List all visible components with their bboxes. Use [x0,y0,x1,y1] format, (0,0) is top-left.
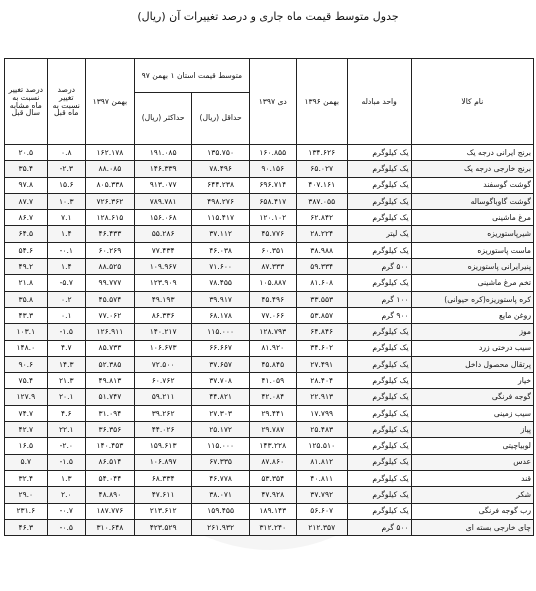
cell-dey97: ۴۵.۸۴۵ [249,356,296,372]
cell-min: ۳۸.۰۷۱ [192,487,249,503]
cell-bahman96: ۸۱.۸۱۲ [296,454,347,470]
table-row [5,389,534,405]
cell-min: ۳۹.۹۱۷ [192,291,249,307]
cell-max: ۸۶.۳۳۶ [134,307,191,323]
cell-dey97: ۴۵.۷۷۶ [249,226,296,242]
cell-bahman97: ۳۶.۳۵۶ [85,422,134,438]
cell-min: ۳۷.۱۱۲ [192,226,249,242]
cell-dey97: ۲۹.۷۸۷ [249,422,296,438]
cell-unit: یک کیلوگرم [347,275,411,291]
header-group: متوسط قیمت استان ۱ بهمن ۹۷ [134,59,249,93]
cell-bahman97: ۴۵.۵۷۴ [85,291,134,307]
table-row [5,177,534,193]
cell-min: ۴۶.۰۳۸ [192,242,249,258]
table-row [5,519,534,535]
cell-dey97: ۴۷.۹۲۸ [249,487,296,503]
cell-max: ۵۹.۲۱۱ [134,389,191,405]
cell-max: ۴۷.۶۱۱ [134,487,191,503]
cell-max: ۱۰۶.۶۷۳ [134,340,191,356]
cell-bahman97: ۱۶۲.۱۷۸ [85,145,134,161]
header-pct-year: درصد تغییر نسبت به ماه مشابه سال قبل [5,59,48,145]
cell-pct-year: ۴۳.۳ [5,307,48,323]
cell-min: ۱۵۹.۴۵۵ [192,503,249,519]
cell-pct-month: -۱.۵ [47,454,85,470]
cell-bahman96: ۴۰۷.۱۶۱ [296,177,347,193]
cell-unit: یک کیلوگرم [347,145,411,161]
table-row [5,405,534,421]
cell-pct-month: ۰.۱ [47,307,85,323]
cell-max: ۷۸۹.۷۸۱ [134,193,191,209]
cell-bahman97: ۱۸۷.۷۷۶ [85,503,134,519]
cell-bahman97: ۵۱.۷۴۷ [85,389,134,405]
table-row [5,356,534,372]
cell-dey97: ۲۹.۴۴۱ [249,405,296,421]
cell-max: ۳۹.۲۶۲ [134,405,191,421]
cell-pct-month: ۲۱.۳ [47,373,85,389]
table-row [5,275,534,291]
cell-pct-month: ۷.۱ [47,210,85,226]
cell-dey97: ۵۳.۳۵۴ [249,470,296,486]
cell-bahman96: ۲۸.۴۰۴ [296,373,347,389]
cell-name: پرتقال محصول داخل [411,356,533,372]
cell-max: ۶۰.۷۶۲ [134,373,191,389]
cell-bahman96: ۲۸.۲۲۴ [296,226,347,242]
cell-pct-month: -۰.۷ [47,503,85,519]
cell-pct-year: ۹۰.۶ [5,356,48,372]
cell-bahman97: ۳۱۰.۶۴۸ [85,519,134,535]
table-row [5,226,534,242]
cell-pct-month: ۱.۴ [47,259,85,275]
cell-bahman97: ۱۲۸.۶۱۵ [85,210,134,226]
cell-dey97: ۴۲.۰۸۴ [249,389,296,405]
price-table [4,58,534,536]
cell-max: ۱۹۱.۰۸۵ [134,145,191,161]
cell-dey97: ۸۷.۸۶۰ [249,454,296,470]
cell-bahman96: ۸۱.۶۰۸ [296,275,347,291]
cell-pct-month: ۲.۰ [47,487,85,503]
cell-bahman96: ۱۷.۷۹۹ [296,405,347,421]
cell-max: ۹۱۳.۰۷۷ [134,177,191,193]
table-body [5,145,534,536]
cell-bahman97: ۴۹.۸۱۳ [85,373,134,389]
cell-max: ۱۰۹.۹۶۷ [134,259,191,275]
cell-bahman97: ۱۴۰.۴۵۳ [85,438,134,454]
cell-unit: یک کیلوگرم [347,454,411,470]
table-row [5,470,534,486]
cell-name: چای خارجی بسته ای [411,519,533,535]
table-row [5,242,534,258]
cell-max: ۱۵۶.۰۶۸ [134,210,191,226]
cell-unit: یک کیلوگرم [347,422,411,438]
cell-name: پیاز [411,422,533,438]
cell-min: ۳۷.۶۵۷ [192,356,249,372]
table-row [5,291,534,307]
cell-max: ۶۸.۳۳۴ [134,470,191,486]
cell-bahman97: ۸۵.۷۳۳ [85,340,134,356]
cell-pct-month: ۲۲.۱ [47,422,85,438]
cell-pct-year: ۱۲۷.۹ [5,389,48,405]
cell-name: تخم مرغ ماشینی [411,275,533,291]
cell-bahman96: ۱۳۴.۶۲۶ [296,145,347,161]
cell-max: ۱۲۳.۹۰۹ [134,275,191,291]
table-row [5,324,534,340]
cell-pct-year: ۶۴.۵ [5,226,48,242]
cell-bahman96: ۵۳.۸۵۷ [296,307,347,323]
cell-dey97: ۱۴۳.۲۲۸ [249,438,296,454]
cell-bahman96: ۳۷.۷۹۲ [296,487,347,503]
cell-bahman97: ۳۱.۰۹۴ [85,405,134,421]
cell-max: ۱۴۶.۳۳۹ [134,161,191,177]
cell-unit: یک کیلوگرم [347,405,411,421]
header-dey97: دی ۱۳۹۷ [249,59,296,145]
cell-dey97: ۱۲۸.۷۹۳ [249,324,296,340]
cell-min: ۱۱۵.۰۰۰ [192,324,249,340]
cell-bahman97: ۸۸.۰۸۵ [85,161,134,177]
table-row [5,503,534,519]
cell-unit: یک کیلوگرم [347,193,411,209]
cell-bahman96: ۶۴.۸۴۶ [296,324,347,340]
cell-pct-year: ۲۰.۵ [5,145,48,161]
cell-bahman96: ۳۸.۹۸۸ [296,242,347,258]
cell-max: ۴۹.۱۹۳ [134,291,191,307]
cell-bahman96: ۲۷.۴۹۱ [296,356,347,372]
cell-pct-year: ۳۲.۴ [5,470,48,486]
cell-min: ۷۸.۴۵۵ [192,275,249,291]
cell-bahman97: ۸۰۵.۳۳۸ [85,177,134,193]
cell-pct-month: ۱۴.۳ [47,356,85,372]
cell-pct-year: ۵.۷ [5,454,48,470]
cell-unit: ۹۰۰ گرم [347,307,411,323]
cell-pct-year: ۲۹.۰ [5,487,48,503]
cell-bahman97: ۷۷.۰۶۲ [85,307,134,323]
table-row [5,145,534,161]
cell-max: ۴۴.۰۲۶ [134,422,191,438]
cell-name: روغن مایع [411,307,533,323]
table-row [5,438,534,454]
table-row [5,259,534,275]
cell-bahman96: ۴۰.۸۱۱ [296,470,347,486]
cell-dey97: ۶۹۶.۷۱۴ [249,177,296,193]
table-row [5,161,534,177]
cell-dey97: ۹۰.۱۵۶ [249,161,296,177]
cell-min: ۴۹۸.۲۷۶ [192,193,249,209]
cell-name: مرغ ماشینی [411,210,533,226]
cell-max: ۴۲۳.۵۲۹ [134,519,191,535]
cell-name: برنج ایرانی درجه یک [411,145,533,161]
cell-bahman96: ۳۴.۶۰۲ [296,340,347,356]
table-row [5,193,534,209]
cell-name: سیب درختی زرد [411,340,533,356]
cell-dey97: ۸۱.۹۲۰ [249,340,296,356]
cell-bahman97: ۵۲.۳۸۵ [85,356,134,372]
table-row [5,487,534,503]
cell-pct-month: -۲.۰ [47,438,85,454]
cell-bahman96: ۲۲.۹۱۳ [296,389,347,405]
cell-pct-year: ۲۱.۸ [5,275,48,291]
cell-pct-year: ۵۴.۶ [5,242,48,258]
table-title: جدول متوسط قیمت ماه جاری و درصد تغییرات آن (ریال) [137,10,399,23]
cell-pct-year: ۸۶.۷ [5,210,48,226]
cell-dey97: ۴۵.۴۹۶ [249,291,296,307]
cell-min: ۴۶.۷۷۸ [192,470,249,486]
cell-unit: یک کیلوگرم [347,356,411,372]
cell-min: ۱۱۵.۴۱۷ [192,210,249,226]
cell-pct-month: -۲.۳ [47,161,85,177]
cell-min: ۲۷.۳۰۳ [192,405,249,421]
cell-bahman97: ۱۲۶.۹۱۱ [85,324,134,340]
cell-min: ۶۷.۳۳۵ [192,454,249,470]
cell-bahman97: ۹۹.۷۷۷ [85,275,134,291]
cell-pct-year: ۷۵.۴ [5,373,48,389]
cell-pct-month: ۰.۸ [47,145,85,161]
cell-max: ۱۵۹.۶۱۳ [134,438,191,454]
cell-bahman96: ۵۹.۳۳۴ [296,259,347,275]
cell-unit: یک کیلوگرم [347,487,411,503]
cell-pct-year: ۸۷.۷ [5,193,48,209]
cell-unit: ۵۰۰ گرم [347,519,411,535]
cell-min: ۷۸.۴۹۶ [192,161,249,177]
cell-pct-year: ۹۷.۸ [5,177,48,193]
table-row [5,422,534,438]
cell-bahman97: ۸۶.۵۱۴ [85,454,134,470]
cell-bahman96: ۳۸۷.۰۵۵ [296,193,347,209]
cell-name: عدس [411,454,533,470]
cell-pct-month: ۲۰.۱ [47,389,85,405]
cell-pct-year: ۴۶.۳ [5,519,48,535]
cell-unit: یک کیلوگرم [347,389,411,405]
cell-unit: یک لیتر [347,226,411,242]
cell-unit: یک کیلوگرم [347,438,411,454]
cell-name: کره پاستوریزه(کره حیوانی) [411,291,533,307]
cell-bahman96: ۲۵.۴۸۳ [296,422,347,438]
cell-name: پنیرایرانی پاستوریزه [411,259,533,275]
table-row [5,454,534,470]
cell-pct-year: ۱۴۸.۰ [5,340,48,356]
cell-name: لوبیاچیتی [411,438,533,454]
cell-name: برنج خارجی درجه یک [411,161,533,177]
cell-pct-month: ۴.۶ [47,405,85,421]
cell-bahman97: ۴۶.۴۳۳ [85,226,134,242]
cell-name: قند [411,470,533,486]
table-row [5,210,534,226]
cell-unit: یک کیلوگرم [347,340,411,356]
cell-min: ۳۷.۷۰۸ [192,373,249,389]
cell-dey97: ۶۵۸.۴۱۷ [249,193,296,209]
header-name: نام کالا [411,59,533,145]
cell-dey97: ۶۰.۳۵۱ [249,242,296,258]
cell-pct-year: ۳۵.۴ [5,161,48,177]
cell-pct-month: ۱۰.۳ [47,193,85,209]
header-min: حداقل (ریال) [192,93,249,145]
cell-name: ماست پاستوریزه [411,242,533,258]
cell-unit: یک کیلوگرم [347,242,411,258]
cell-max: ۵۵.۲۸۶ [134,226,191,242]
cell-pct-month: -۵.۷ [47,275,85,291]
cell-bahman97: ۴۸.۸۹۰ [85,487,134,503]
cell-dey97: ۱۶۰.۸۵۵ [249,145,296,161]
cell-min: ۲۶۱.۹۳۲ [192,519,249,535]
cell-min: ۷۱.۶۰۰ [192,259,249,275]
cell-bahman97: ۵۴.۰۴۴ [85,470,134,486]
cell-unit: ۱۰۰ گرم [347,291,411,307]
cell-min: ۱۱۵.۰۰۰ [192,438,249,454]
cell-dey97: ۳۱۲.۲۴۰ [249,519,296,535]
cell-unit: ۵۰۰ گرم [347,259,411,275]
cell-pct-year: ۷۴.۷ [5,405,48,421]
cell-bahman97: ۸۸.۵۲۵ [85,259,134,275]
cell-pct-month: ۴.۷ [47,340,85,356]
cell-name: گوشت گاوباگوساله [411,193,533,209]
cell-pct-month: ۱.۴ [47,226,85,242]
cell-min: ۶۸.۱۷۸ [192,307,249,323]
header-unit: واحد مبادله [347,59,411,145]
header-max: حداکثر (ریال) [134,93,191,145]
cell-max: ۱۴۰.۲۱۷ [134,324,191,340]
cell-name: شکر [411,487,533,503]
cell-name: گوشت گوسفند [411,177,533,193]
cell-min: ۶۴۴.۲۳۸ [192,177,249,193]
cell-dey97: ۸۷.۳۳۳ [249,259,296,275]
cell-pct-year: ۳۵.۸ [5,291,48,307]
cell-pct-year: ۴۹.۲ [5,259,48,275]
header-bahman96: بهمن ۱۳۹۶ [296,59,347,145]
cell-pct-month: -۰.۱ [47,242,85,258]
cell-unit: یک کیلوگرم [347,210,411,226]
cell-max: ۱۰۶.۸۹۷ [134,454,191,470]
table-row [5,307,534,323]
cell-bahman96: ۱۲۵.۵۱۰ [296,438,347,454]
cell-name: شیرپاستوریزه [411,226,533,242]
cell-dey97: ۱۸۹.۱۴۳ [249,503,296,519]
cell-pct-month: -۱.۵ [47,324,85,340]
cell-pct-year: ۱۶.۵ [5,438,48,454]
cell-unit: یک کیلوگرم [347,161,411,177]
cell-min: ۱۳۵.۷۵۰ [192,145,249,161]
table-row [5,373,534,389]
cell-dey97: ۴۱.۰۵۹ [249,373,296,389]
table-row [5,340,534,356]
cell-bahman97: ۷۲۶.۳۶۲ [85,193,134,209]
cell-pct-year: ۱۰۳.۱ [5,324,48,340]
cell-bahman96: ۲۱۲.۳۵۷ [296,519,347,535]
cell-bahman96: ۶۵.۰۲۷ [296,161,347,177]
cell-min: ۴۴.۸۲۱ [192,389,249,405]
cell-bahman96: ۳۳.۵۵۳ [296,291,347,307]
cell-max: ۲۱۳.۶۱۲ [134,503,191,519]
cell-pct-month: ۱.۳ [47,470,85,486]
cell-dey97: ۷۷.۰۶۶ [249,307,296,323]
cell-max: ۷۷.۴۳۴ [134,242,191,258]
cell-pct-month: -۰.۵ [47,519,85,535]
header-bahman97: بهمن ۱۳۹۷ [85,59,134,145]
cell-unit: یک کیلوگرم [347,470,411,486]
cell-name: سیب زمینی [411,405,533,421]
cell-name: خیار [411,373,533,389]
header-pct-month: درصد تغییر نسبت به ماه قبل [47,59,85,145]
cell-name: رب گوجه فرنگی [411,503,533,519]
cell-pct-month: ۰.۲ [47,291,85,307]
cell-bahman97: ۶۰.۲۶۹ [85,242,134,258]
cell-pct-year: ۲۳۱.۶ [5,503,48,519]
cell-unit: یک کیلوگرم [347,177,411,193]
cell-min: ۶۶.۶۶۷ [192,340,249,356]
cell-dey97: ۱۲۰.۱۰۲ [249,210,296,226]
cell-name: گوجه فرنگی [411,389,533,405]
cell-dey97: ۱۰۵.۸۸۷ [249,275,296,291]
cell-unit: یک کیلوگرم [347,373,411,389]
cell-max: ۷۲.۵۰۰ [134,356,191,372]
cell-bahman96: ۶۲.۸۴۲ [296,210,347,226]
cell-pct-month: ۱۵.۶ [47,177,85,193]
cell-min: ۲۵.۱۷۲ [192,422,249,438]
cell-bahman96: ۵۶.۶۰۷ [296,503,347,519]
cell-unit: یک کیلوگرم [347,503,411,519]
cell-name: موز [411,324,533,340]
cell-pct-year: ۴۲.۷ [5,422,48,438]
cell-unit: یک کیلوگرم [347,324,411,340]
